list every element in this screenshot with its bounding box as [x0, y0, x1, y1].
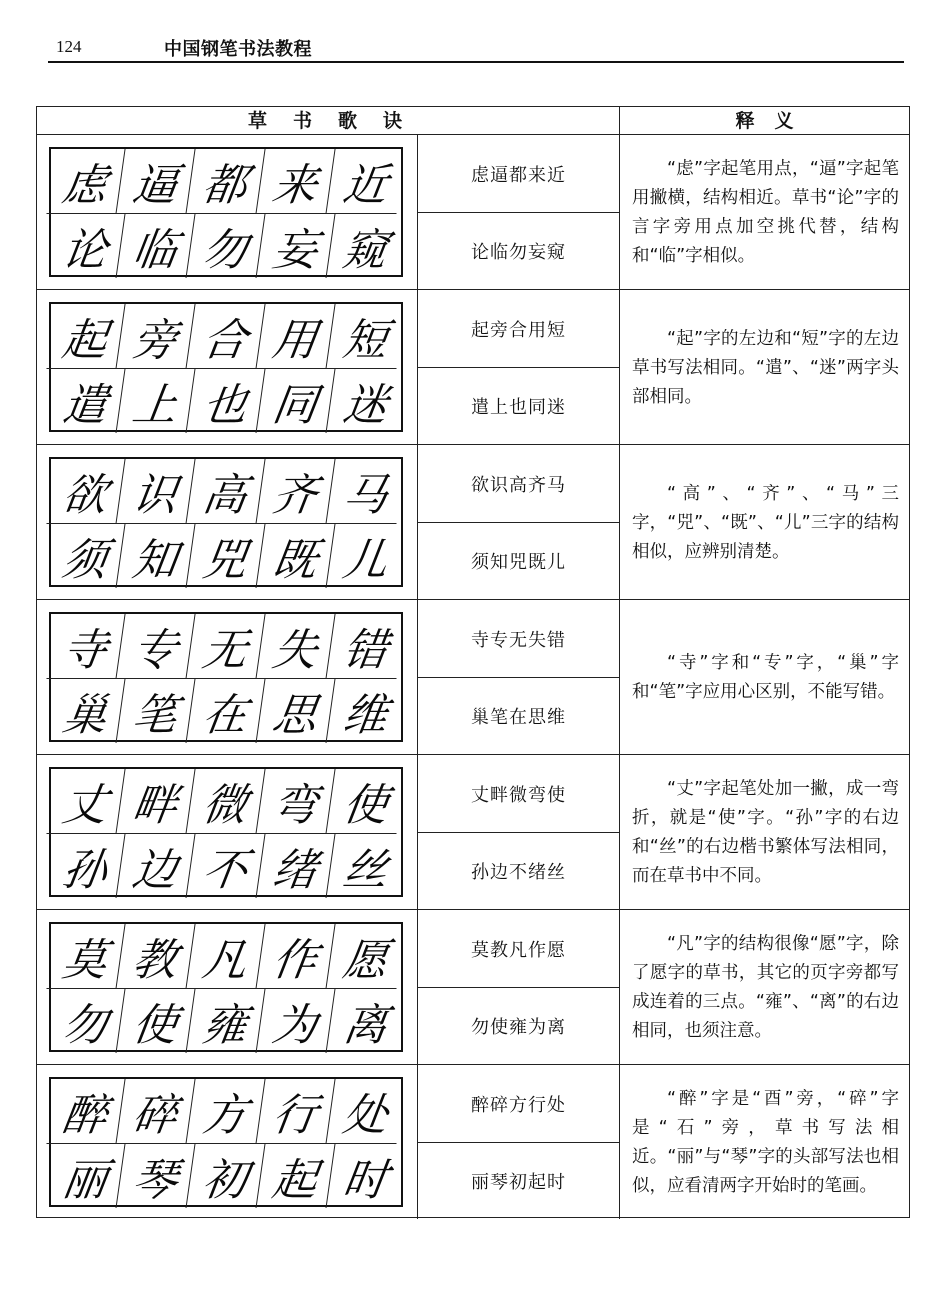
- cursive-character: 妄: [257, 214, 336, 278]
- cursive-character: 雍: [187, 989, 266, 1053]
- verse-line-top: 丈畔微弯使: [418, 755, 619, 833]
- cursive-character: 专: [116, 614, 195, 679]
- verse-line-top: 醉碎方行处: [418, 1065, 619, 1143]
- verse-column: [417, 135, 620, 289]
- verse-line-top: 欲识高齐马: [418, 445, 619, 523]
- explanation-text: “虑”字起笔用点，“逼”字起笔用撇横，结构相近。草书“论”字的言字旁用点加空挑代替，结构和“临”字相似。: [632, 159, 899, 266]
- cursive-character: 碎: [116, 1079, 195, 1144]
- cursive-character: 旁: [116, 304, 195, 369]
- verse-line-top: 寺专无失错: [418, 600, 619, 678]
- cursive-character: 须: [47, 524, 126, 588]
- verse-column: [417, 600, 620, 754]
- verse-line-bottom: 遣上也同迷: [471, 396, 566, 418]
- verse-line-bottom: 孙边不绪丝: [471, 861, 566, 883]
- explanation-cell: [620, 600, 909, 754]
- calligraphy-cell: [37, 445, 417, 599]
- cursive-character: 在: [187, 679, 266, 743]
- table-row: [37, 755, 909, 910]
- explanation-text: “醉”字是“酉”旁，“碎”字是“石”旁，草书写法相近。“丽”与“琴”字的头部写法也相似，应看清两字开始时的笔画。: [632, 1089, 899, 1196]
- calligraphy-cell: [37, 910, 417, 1064]
- calligraphy-grid: [49, 1077, 403, 1207]
- column-header-explanation: 释义: [620, 107, 909, 135]
- cursive-character: 边: [117, 834, 196, 898]
- cursive-character: 高: [186, 459, 265, 524]
- cursive-character: 遣: [47, 369, 126, 433]
- cursive-character: 马: [326, 459, 405, 524]
- verse-line-bottom: 须知兕既儿: [471, 551, 566, 573]
- calligraphy-grid: [49, 767, 403, 897]
- cursive-character: 思: [257, 679, 336, 743]
- header-rule: [48, 61, 904, 63]
- cursive-character: 弯: [256, 769, 335, 834]
- verse-column: [417, 755, 620, 909]
- calligraphy-cell: [37, 1065, 417, 1219]
- cursive-character: 儿: [339, 535, 391, 586]
- cursive-character: 来: [256, 149, 335, 214]
- cursive-character: 维: [339, 690, 391, 741]
- cursive-character: 错: [326, 614, 405, 679]
- calligraphy-grid: [49, 922, 403, 1052]
- explanation-cell: [620, 135, 909, 289]
- verse-line-bottom: 勿使雍为离: [471, 1016, 566, 1038]
- cursive-character: 时: [339, 1155, 391, 1206]
- cursive-character: 近: [326, 149, 405, 214]
- cursive-character: 莫: [46, 924, 125, 989]
- cursive-mnemonic-table: [36, 106, 910, 1218]
- calligraphy-grid: [49, 147, 403, 277]
- table-row: [37, 1065, 909, 1219]
- column-header-mnemonic: 草书歌诀: [37, 107, 620, 135]
- cursive-character: 识: [116, 459, 195, 524]
- cursive-character: 醉: [46, 1079, 125, 1144]
- cursive-character: 起: [257, 1144, 336, 1208]
- cursive-character: 为: [257, 989, 336, 1053]
- explanation-cell: [620, 910, 909, 1064]
- cursive-character: 方: [186, 1079, 265, 1144]
- cursive-character: 欲: [46, 459, 125, 524]
- book-title: 中国钢笔书法教程: [164, 39, 312, 60]
- verse-line-bottom: 巢笔在思维: [471, 706, 566, 728]
- explanation-cell: [620, 1065, 909, 1219]
- cursive-character: 勿: [47, 989, 126, 1053]
- cursive-character: 丽: [47, 1144, 126, 1208]
- cursive-character: 教: [116, 924, 195, 989]
- page-header: [48, 30, 904, 64]
- verse-line-top: 莫教凡作愿: [418, 910, 619, 988]
- explanation-text: “凡”字的结构很像“愿”字，除了愿字的草书，其它的页字旁都写成连着的三点。“雍”、“离”的右边相同，也须注意。: [632, 934, 899, 1041]
- cursive-character: 知: [117, 524, 196, 588]
- cursive-character: 作: [256, 924, 335, 989]
- cursive-character: 虑: [46, 149, 125, 214]
- cursive-character: 笔: [117, 679, 196, 743]
- cursive-character: 也: [187, 369, 266, 433]
- cursive-character: 使: [326, 769, 405, 834]
- calligraphy-cell: [37, 290, 417, 444]
- cursive-character: 凡: [186, 924, 265, 989]
- cursive-character: 微: [186, 769, 265, 834]
- cursive-character: 巢: [47, 679, 126, 743]
- cursive-character: 使: [117, 989, 196, 1053]
- cursive-character: 上: [117, 369, 196, 433]
- explanation-text: “寺”字和“专”字，“巢”字和“笔”字应用心区别，不能写错。: [632, 653, 899, 702]
- cursive-character: 孙: [47, 834, 126, 898]
- cursive-character: 逼: [116, 149, 195, 214]
- cursive-character: 畔: [116, 769, 195, 834]
- cursive-character: 绪: [257, 834, 336, 898]
- verse-column: [417, 1065, 620, 1219]
- cursive-character: 既: [257, 524, 336, 588]
- cursive-character: 同: [257, 369, 336, 433]
- explanation-text: “高”、“齐”、“马”三字，“兕”、“既”、“儿”三字的结构相似，应辨别清楚。: [632, 483, 899, 562]
- cursive-character: 勿: [187, 214, 266, 278]
- calligraphy-cell: [37, 135, 417, 289]
- explanation-cell: [620, 755, 909, 909]
- explanation-cell: [620, 290, 909, 444]
- verse-line-bottom: 丽琴初起时: [471, 1171, 566, 1193]
- cursive-character: 迷: [339, 380, 391, 431]
- verse-line-top: 虑逼都来近: [418, 135, 619, 213]
- verse-line-bottom: 论临勿妄窥: [471, 241, 566, 263]
- cursive-character: 不: [187, 834, 266, 898]
- table-row: [37, 910, 909, 1065]
- explanation-cell: [620, 445, 909, 599]
- cursive-character: 兕: [187, 524, 266, 588]
- table-row: [37, 290, 909, 445]
- calligraphy-grid: [49, 457, 403, 587]
- explanation-text: “丈”字起笔处加一撇，成一弯折，就是“使”字。“孙”字的右边和“丝”的右边楷书繁体写法相同，而在草书中不同。: [632, 779, 899, 886]
- calligraphy-cell: [37, 755, 417, 909]
- cursive-character: 起: [46, 304, 125, 369]
- table-row: [37, 445, 909, 600]
- cursive-character: 短: [326, 304, 405, 369]
- verse-column: [417, 910, 620, 1064]
- verse-column: [417, 290, 620, 444]
- calligraphy-grid: [49, 302, 403, 432]
- explanation-text: “起”字的左边和“短”字的左边草书写法相同。“遣”、“迷”两字头部相同。: [632, 328, 899, 407]
- calligraphy-grid: [49, 612, 403, 742]
- cursive-character: 失: [256, 614, 335, 679]
- cursive-character: 琴: [117, 1144, 196, 1208]
- cursive-character: 临: [117, 214, 196, 278]
- cursive-character: 齐: [256, 459, 335, 524]
- cursive-character: 合: [186, 304, 265, 369]
- cursive-character: 行: [256, 1079, 335, 1144]
- verse-column: [417, 445, 620, 599]
- page-number: 124: [56, 37, 82, 56]
- cursive-character: 无: [186, 614, 265, 679]
- cursive-character: 愿: [326, 924, 405, 989]
- calligraphy-cell: [37, 600, 417, 754]
- cursive-character: 窥: [339, 225, 391, 276]
- cursive-character: 处: [326, 1079, 405, 1144]
- cursive-character: 初: [187, 1144, 266, 1208]
- cursive-character: 寺: [46, 614, 125, 679]
- cursive-character: 论: [47, 214, 126, 278]
- cursive-character: 用: [256, 304, 335, 369]
- table-row: [37, 135, 909, 290]
- cursive-character: 离: [339, 1000, 391, 1051]
- cursive-character: 丝: [339, 845, 391, 896]
- table-row: [37, 600, 909, 755]
- cursive-character: 丈: [46, 769, 125, 834]
- verse-line-top: 起旁合用短: [418, 290, 619, 368]
- cursive-character: 都: [186, 149, 265, 214]
